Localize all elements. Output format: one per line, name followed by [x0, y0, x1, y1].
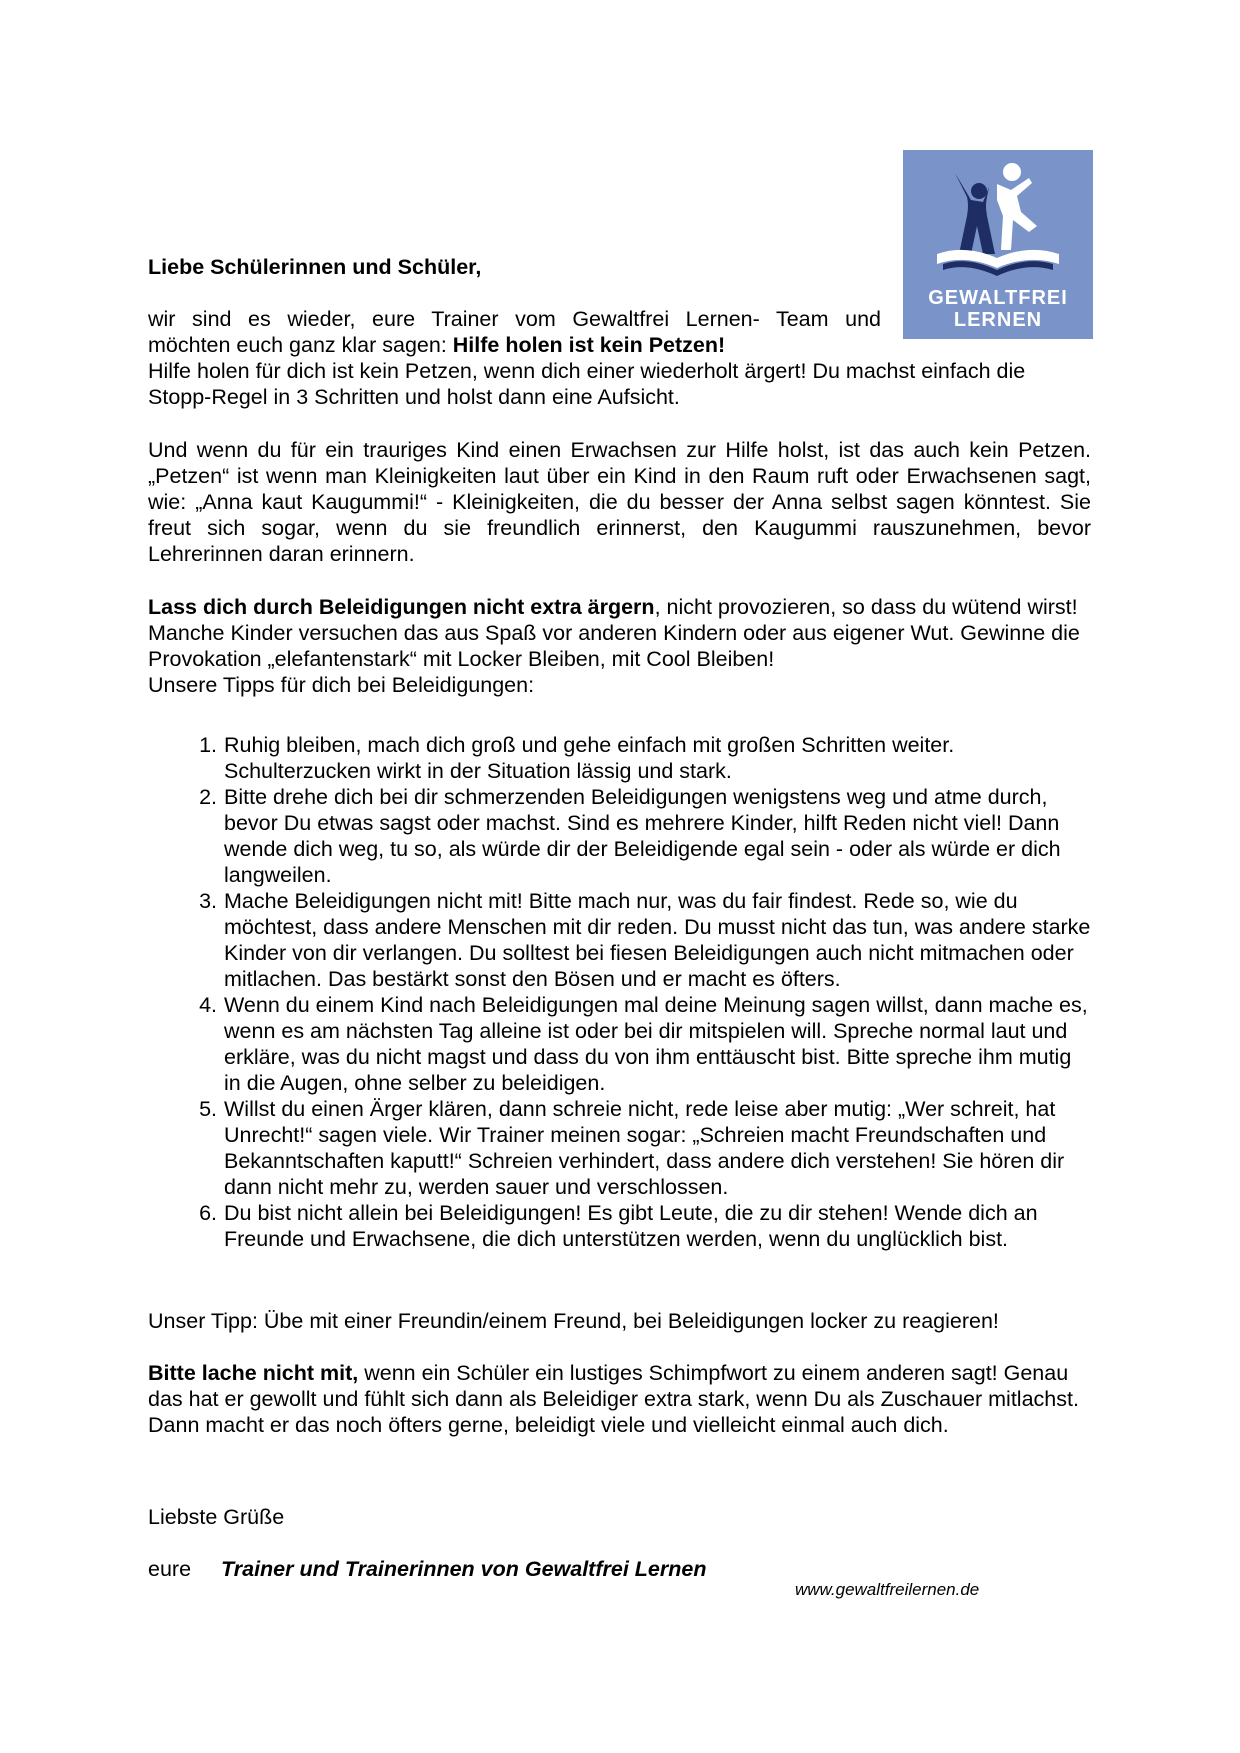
tip-item: 6. Du bist nicht allein bei Beleidigungen! Es gibt Leute, die zu dir stehen! Wende dich an Freunde und Erwachsene, die dich unterstützen werden, wenn du unglücklich bist. — [223, 1200, 1091, 1252]
greeting: Liebste Grüße — [148, 1505, 285, 1529]
tips-list — [148, 732, 1091, 1252]
laugh-paragraph-rest: wenn ein Schüler ein lustiges Schimpfwort zu einem anderen sagt! Genau das hat er gewollt und fühlt sich dann als Beleidiger extra stark, wenn Du als Zuschauer mitlachst. Dann macht er das noch öfters gerne, beleidigt viele und vielleicht einmal auch dich. — [148, 1361, 1079, 1437]
signature-team: Trainer und Trainerinnen von Gewaltfrei Lernen — [221, 1557, 707, 1581]
insults-paragraph-rest: , nicht provozieren, so dass du wütend wirst! Manche Kinder versuchen das aus Spaß vor anderen Kindern oder aus eigener Wut. Gewinne die Provokation „elefantenstark“ mit Locker Bleiben, mit Cool Bleiben! — [148, 595, 1080, 671]
practice-tip: Unser Tipp: Übe mit einer Freundin/einem Freund, bei Beleidigungen locker zu reagieren! — [148, 1309, 999, 1333]
insults-bold-lead: Lass dich durch Beleidigungen nicht extra ärgern — [148, 595, 655, 619]
tip-item: 3. Mache Beleidigungen nicht mit! Bitte mach nur, was du fair findest. Rede so, wie du möchtest, dass andere Menschen mit dir reden. Du musst nicht das tun, was andere starke Kinder von dir verlangen. Du solltest bei fiesen Beleidigungen auch nicht mitmachen oder mitlachen. Das bestärkt sonst den Bösen und er macht es öfters. — [223, 888, 1091, 992]
tips-intro: Unsere Tipps für dich bei Beleidigungen: — [148, 673, 535, 697]
tip-item: 4. Wenn du einem Kind nach Beleidigungen mal deine Meinung sagen willst, dann mache es, wenn es am nächsten Tag alleine ist oder bei dir mitspielen will. Spreche normal laut und erkläre, was du nicht magst und dass du von ihm enttäuscht bist. Bitte spreche ihm mutig in die Augen, ohne selber zu beleidigen. — [223, 992, 1091, 1096]
intro-line-2-prefix: möchten euch ganz klar sagen: — [148, 333, 453, 357]
insults-paragraph — [148, 594, 1091, 672]
website-url[interactable]: www.gewaltfreilernen.de — [795, 1580, 980, 1599]
intro-paragraph-rest: Hilfe holen für dich ist kein Petzen, wenn dich einer wiederholt ärgert! Du machst einfach die Stopp-Regel in 3 Schritten und holst dann eine Aufsicht. — [148, 359, 1026, 409]
tip-item: 1. Ruhig bleiben, mach dich groß und gehe einfach mit großen Schritten weiter. Schulterzucken wirkt in der Situation lässig und stark. — [223, 732, 1091, 784]
laugh-paragraph — [148, 1360, 1091, 1438]
laugh-bold-lead: Bitte lache nicht mit, — [148, 1361, 359, 1385]
intro-line-2 — [148, 332, 881, 358]
intro-line-1: wir sind es wieder, eure Trainer vom Gewaltfrei Lernen- Team und — [148, 307, 881, 331]
gewaltfrei-lernen-logo — [903, 150, 1093, 339]
logo-line-1: GEWALTFREI — [928, 287, 1068, 309]
petzen-paragraph: Und wenn du für ein trauriges Kind einen Erwachsen zur Hilfe holst, ist das auch kein Petzen. „Petzen“ ist wenn man Kleinigkeiten laut über ein Kind in den Raum ruft oder Erwachsenen sagt, wie: „Anna kaut Kaugummi!“ - Kleinigkeiten, die du besser der Anna selbst sagen könntest. Sie freut sich sogar, wenn du sie freundlich erinnerst, den Kaugummi rauszunehmen, bevor Lehrerinnen daran erinnern. — [148, 438, 1091, 566]
intro-line-2-bold: Hilfe holen ist kein Petzen! — [452, 333, 726, 357]
tip-item: 5. Willst du einen Ärger klären, dann schreie nicht, rede leise aber mutig: „Wer schreit, hat Unrecht!“ sagen viele. Wir Trainer meinen sogar: „Schreien macht Freundschaften und Bekanntschaften kaputt!“ Schreien verhindert, dass andere dich verstehen! Sie hören dir dann nicht mehr zu, werden sauer und verschlossen. — [223, 1096, 1091, 1200]
salutation: Liebe Schülerinnen und Schüler, — [148, 255, 482, 279]
logo-line-2: LERNEN — [953, 309, 1043, 331]
tip-item: 2. Bitte drehe dich bei dir schmerzenden Beleidigungen wenigstens weg und atme durch, bevor Du etwas sagst oder machst. Sind es mehrere Kinder, hilft Reden nicht viel! Dann wende dich weg, tu so, als würde dir der Beleidigende egal sein - oder als würde er dich langweilen. — [223, 784, 1091, 888]
signature-prefix: eure — [148, 1557, 192, 1581]
